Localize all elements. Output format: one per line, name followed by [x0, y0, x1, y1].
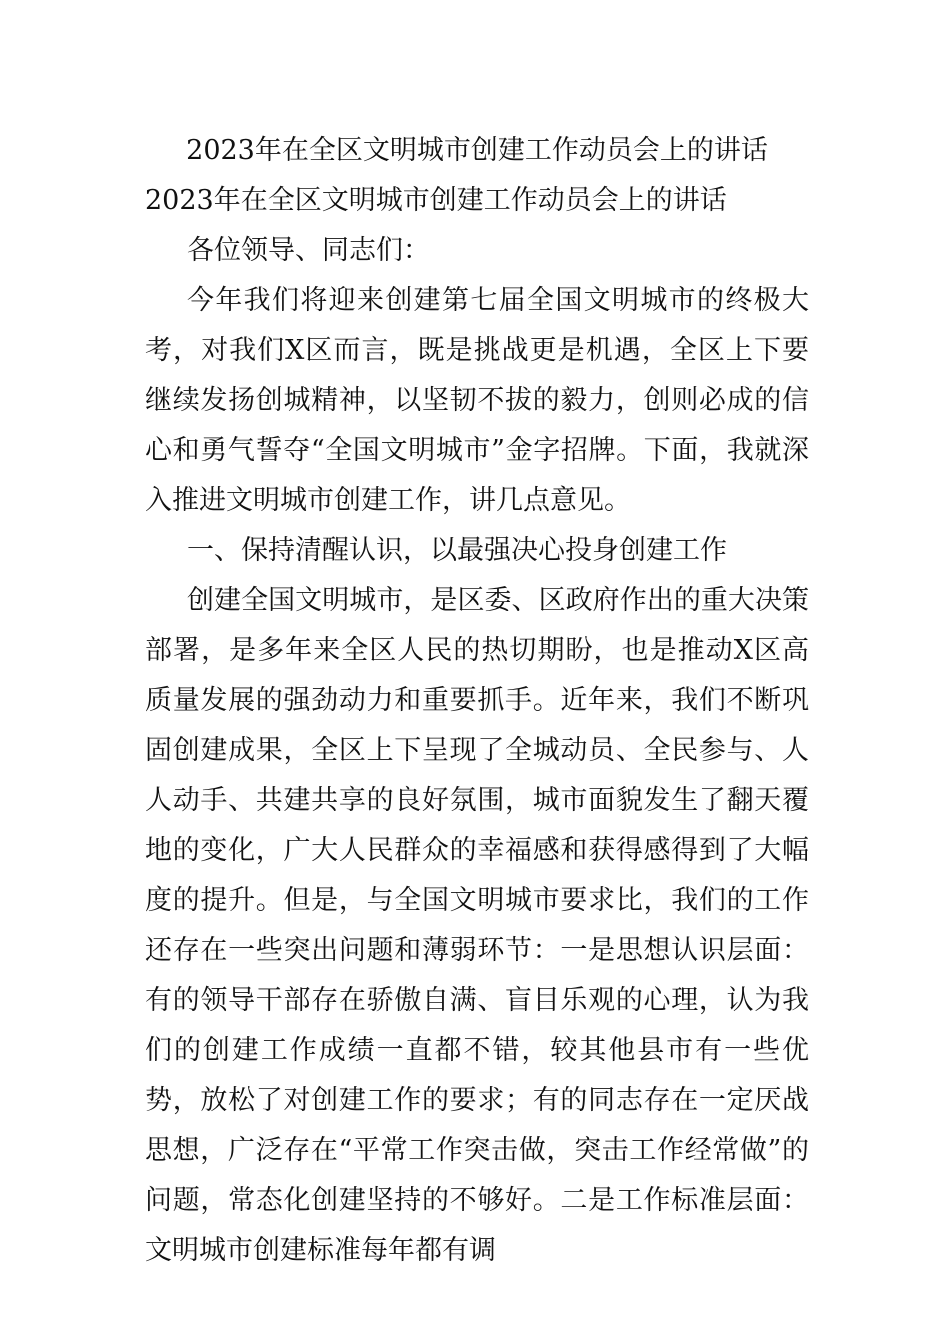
section-heading-1: 一、保持清醒认识，以最强决心投身创建工作 [187, 535, 727, 566]
document-body [145, 126, 809, 1276]
paragraph-body: 创建全国文明城市，是区委、区政府作出的重大决策部署，是多年来全区人民的热切期盼，也是推动X区高质量发展的强劲动力和重要抓手。近年来，我们不断巩固创建成果，全区上下呈现了全城动员、全民参与、人人动手、共建共享的良好氛围，城市面貌发生了翻天覆地的变化，广大人民群众的幸福感和获得感得到了大幅度的提升。但是，与全国文明城市要求比，我们的工作还存在一些突出问题和薄弱环节：一是思想认识层面：有的领导干部存在骄傲自满、盲目乐观的心理，认为我们的创建工作成绩一直都不错，较其他县市有一些优势，放松了对创建工作的要求；有的同志存在一定厌战思想，广泛存在“平常工作突击做，突击工作经常做”的问题，常态化创建坚持的不够好。二是工作标准层面：文明城市创建标准每年都有调 [145, 585, 809, 1266]
document-subtitle: 2023年在全区文明城市创建工作动员会上的讲话 [145, 185, 727, 216]
paragraph-intro: 今年我们将迎来创建第七届全国文明城市的终极大考，对我们X区而言，既是挑战更是机遇，全区上下要继续发扬创城精神，以坚韧不拔的毅力，创则必成的信心和勇气誓夺“全国文明城市”金字招牌。下面，我就深入推进文明城市创建工作，讲几点意见。 [145, 285, 809, 516]
document-title: 2023年在全区文明城市创建工作动员会上的讲话 [186, 135, 768, 166]
salutation: 各位领导、同志们： [187, 235, 430, 266]
